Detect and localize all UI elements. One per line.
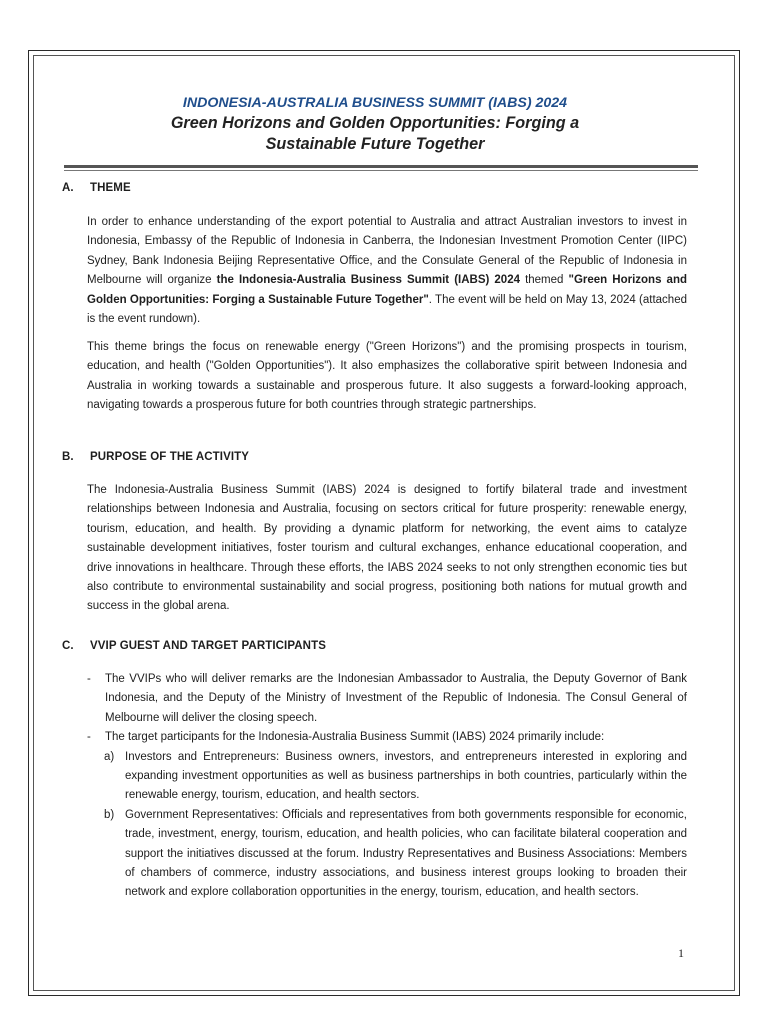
sub-item-a-marker: a) (104, 750, 115, 763)
section-a-p1-text-3: . The event will be held on May 13, 2024 (attached is the event rundown). (87, 293, 687, 326)
section-a-p1-bold-1: the Indonesia-Australia Business Summit (IABS) 2024 (216, 274, 520, 287)
section-a-p1-text-1: In order to enhance understanding of the export potential to Australia and attract Australian investors to invest in Indonesia, Embassy of the Republic of Indonesia in Canberra, the Indonesian Investment Promotion Center (IIPC) Sydney, Bank Indonesia Beijing Representative Office, and the Consulate General of the Republic of Indonesia in Melbourne will organize (87, 216, 687, 287)
list-item (87, 728, 687, 747)
document-header (62, 94, 688, 154)
section-a-paragraph-1 (87, 213, 687, 329)
section-a-paragraph-2: This theme brings the focus on renewable energy ("Green Horizons") and the promising prospects in tourism, education, and health ("Golden Opportunities"). It also emphasizes the collaborative spirit between Indonesia and Australia in working towards a sustainable and prosperous future. It also suggests a forward-looking approach, navigating towards a prosperous future for both countries through strategic partnerships. (87, 341, 687, 412)
section-c-heading (62, 640, 326, 652)
section-b-letter: B. (62, 451, 74, 463)
section-a-p1-bold-2: "Green Horizons and Golden Opportunities: Forging a Sustainable Future Together" (87, 274, 687, 306)
section-c-title: VVIP GUEST AND TARGET PARTICIPANTS (90, 640, 326, 652)
section-a-title: THEME (90, 182, 131, 194)
participants-list (87, 670, 687, 903)
event-title: INDONESIA-AUSTRALIA BUSINESS SUMMIT (IABS) 2024 (182, 95, 568, 111)
government-representatives-text: Government Representatives: Officials and representatives from both governments responsible for economic, trade, investment, energy, tourism, education, and health policies, who can facilitate bilateral cooperation and support the initiatives discussed at the forum. Industry Representatives and Business Associations: Members of chambers of commerce, industry associations, and business interest groups looking to broaden their network and explore collaboration opportunities in the energy, tourism, education, and health sectors. (125, 808, 687, 899)
page-number: 1 (678, 946, 684, 960)
section-b-title: PURPOSE OF THE ACTIVITY (90, 451, 250, 463)
section-b-heading (62, 451, 249, 463)
section-a-p1-text-2: themed (520, 274, 569, 287)
header-divider-thin (64, 170, 698, 171)
bullet-dash: - (87, 731, 91, 744)
subtitle-line-1: Green Horizons and Golden Opportunities: Forging a (170, 114, 580, 132)
bullet-dash: - (87, 673, 91, 685)
subtitle-line-2: Sustainable Future Together (265, 135, 485, 153)
investors-entrepreneurs-text: Investors and Entrepreneurs: Business owners, investors, and entrepreneurs interested in exploring and expanding investment opportunities as well as business partnerships in both countries, particularly within the renewable energy, tourism, education, and health sectors. (125, 750, 687, 802)
section-c-letter: C. (62, 640, 74, 652)
section-b-paragraph-1: The Indonesia-Australia Business Summit (IABS) 2024 is designed to fortify bilateral trade and investment relationships between Indonesia and Australia, focusing on sectors critical for future prosperity: renewable energy, tourism, education, and health. By providing a dynamic platform for networking, the event aims to catalyze sustainable development initiatives, foster tourism and cultural exchanges, enhance educational cooperation, and drive innovations in healthcare. Through these efforts, the IABS 2024 seeks to not only strengthen economic ties but also contribute to environmental sustainability and social progress, positioning both nations for mutual growth and success in the global arena. (87, 484, 687, 613)
list-item (87, 748, 687, 806)
vvip-bullet-text: The VVIPs who will deliver remarks are the Indonesian Ambassador to Australia, the Deputy Governor of Bank Indonesia, and the Deputy of the Ministry of Investment of the Republic of Indonesia. The Consul General of Melbourne will deliver the closing speech. (105, 673, 687, 724)
section-a-heading (62, 182, 131, 194)
list-item (87, 670, 687, 728)
sub-item-b-marker: b) (104, 808, 115, 821)
list-item (87, 806, 687, 903)
header-divider-thick (64, 165, 698, 168)
section-a-letter: A. (62, 182, 74, 194)
target-participants-bullet-text: The target participants for the Indonesia-Australia Business Summit (IABS) 2024 primarily include: (105, 731, 605, 744)
